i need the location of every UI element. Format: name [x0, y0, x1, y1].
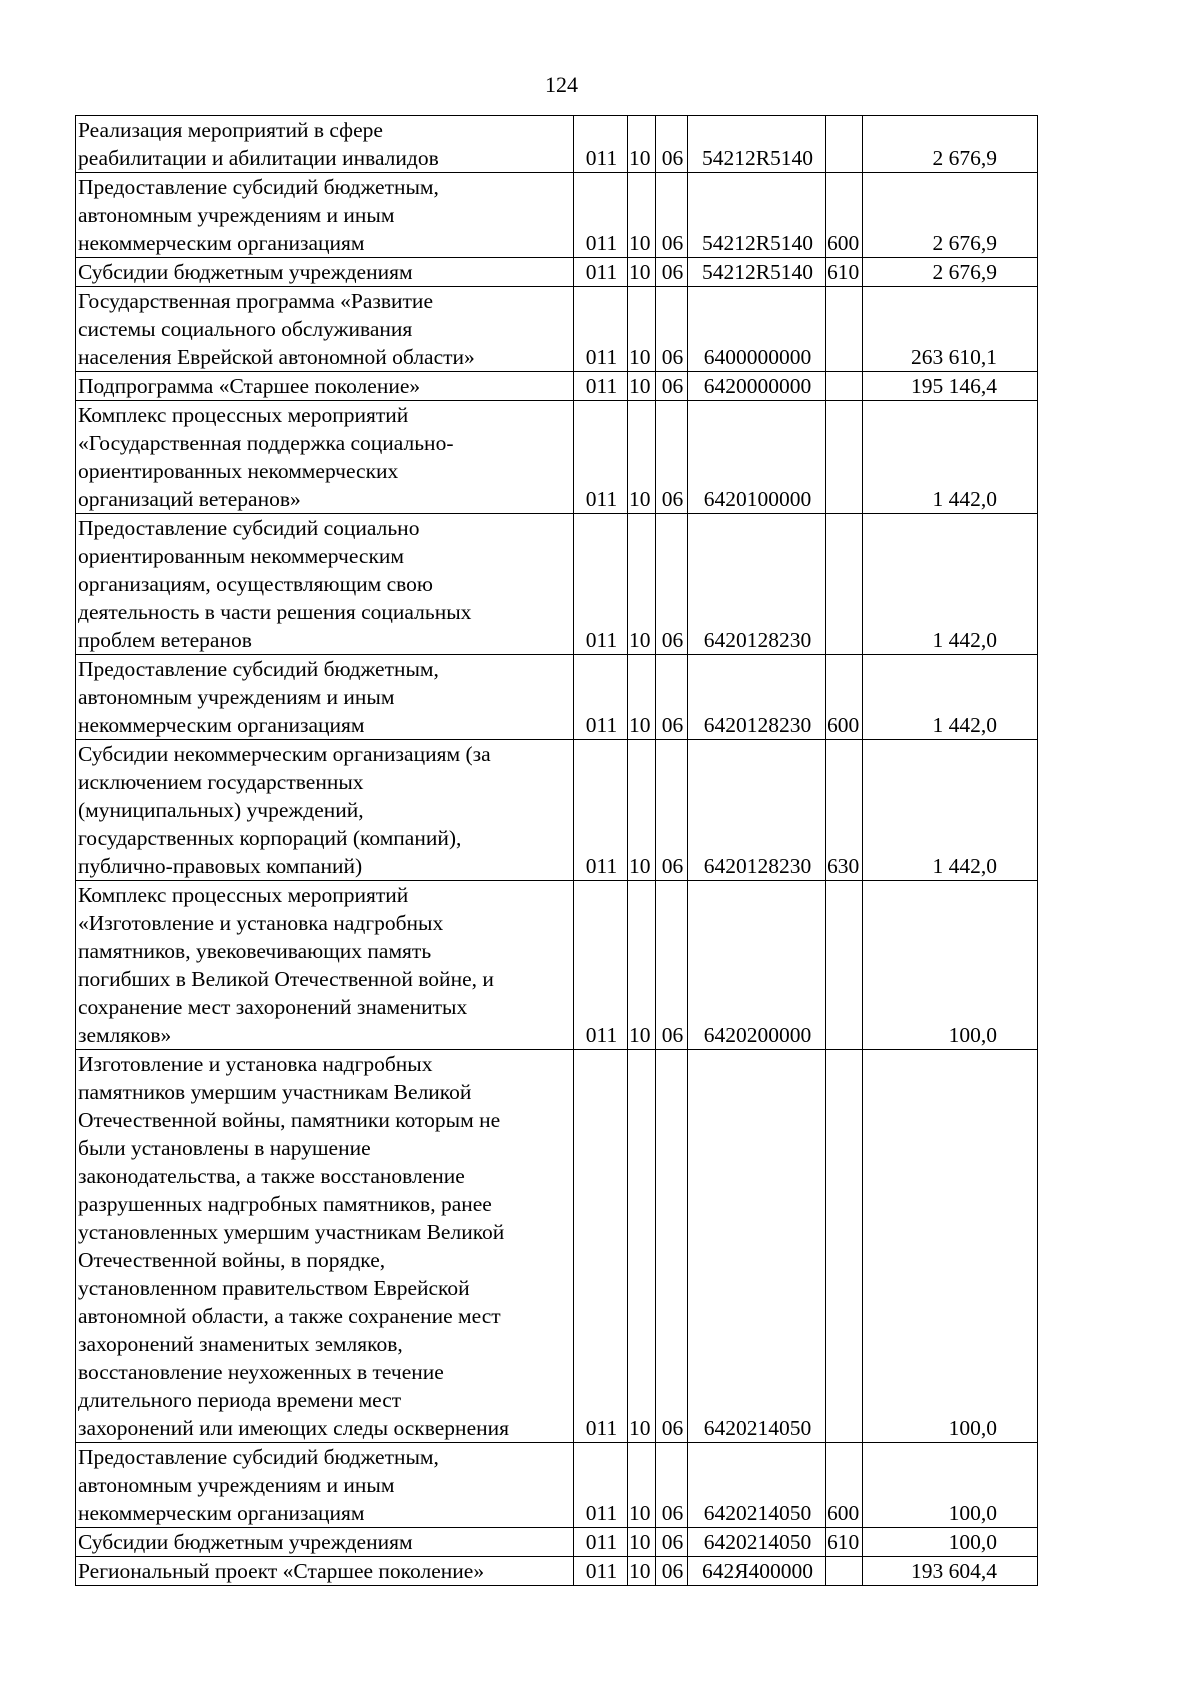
- row-name-cell: Предоставление субсидий бюджетным, автономным учреждениям и иным некоммерческим организациям: [76, 1443, 574, 1528]
- row-name-cell: Комплекс процессных мероприятий «Изготовление и установка надгробных памятников, увековечивающих память погибших в Великой Отечественной войне, и сохранение мест захоронений знаменитых земляков»: [76, 881, 574, 1050]
- row-target-article-cell: 6420128230: [688, 514, 826, 655]
- row-admin-code-cell: 011: [574, 1557, 628, 1586]
- table-row: [76, 1528, 1038, 1557]
- row-expense-type-cell: 600: [826, 1443, 863, 1528]
- row-section-cell: 10: [628, 401, 656, 514]
- table-row: [76, 881, 1038, 1050]
- row-admin-code-cell: 011: [574, 372, 628, 401]
- row-amount-cell: 2 676,9: [863, 258, 1038, 287]
- row-name-cell: Комплекс процессных мероприятий «Государственная поддержка социально- ориентированных некоммерческих организаций ветеранов»: [76, 401, 574, 514]
- row-subsection-cell: 06: [656, 514, 688, 655]
- row-amount-cell: 263 610,1: [863, 287, 1038, 372]
- row-admin-code-cell: 011: [574, 881, 628, 1050]
- budget-table-body: [76, 116, 1038, 1586]
- table-row: [76, 1443, 1038, 1528]
- row-admin-code-cell: 011: [574, 116, 628, 173]
- row-admin-code-cell: 011: [574, 401, 628, 514]
- row-target-article-cell: 6420214050: [688, 1050, 826, 1443]
- row-target-article-cell: 54212R5140: [688, 116, 826, 173]
- row-name-cell: Реализация мероприятий в сфере реабилитации и абилитации инвалидов: [76, 116, 574, 173]
- row-target-article-cell: 6400000000: [688, 287, 826, 372]
- row-amount-cell: 1 442,0: [863, 740, 1038, 881]
- table-row: [76, 401, 1038, 514]
- row-target-article-cell: 6420128230: [688, 655, 826, 740]
- row-name-cell: Предоставление субсидий бюджетным, автономным учреждениям и иным некоммерческим организациям: [76, 655, 574, 740]
- row-expense-type-cell: [826, 881, 863, 1050]
- table-row: [76, 258, 1038, 287]
- row-amount-cell: 100,0: [863, 1443, 1038, 1528]
- row-subsection-cell: 06: [656, 1443, 688, 1528]
- row-expense-type-cell: [826, 372, 863, 401]
- table-row: [76, 287, 1038, 372]
- row-section-cell: 10: [628, 740, 656, 881]
- row-subsection-cell: 06: [656, 372, 688, 401]
- row-expense-type-cell: [826, 401, 863, 514]
- row-name-cell: Региональный проект «Старшее поколение»: [76, 1557, 574, 1586]
- budget-table: [75, 115, 1038, 1586]
- row-section-cell: 10: [628, 372, 656, 401]
- row-expense-type-cell: [826, 514, 863, 655]
- row-admin-code-cell: 011: [574, 1050, 628, 1443]
- row-section-cell: 10: [628, 881, 656, 1050]
- row-subsection-cell: 06: [656, 1528, 688, 1557]
- row-amount-cell: 1 442,0: [863, 514, 1038, 655]
- row-amount-cell: 100,0: [863, 1050, 1038, 1443]
- row-name-cell: Субсидии некоммерческим организациям (за исключением государственных (муниципальных) учреждений, государственных корпораций (компаний), публично-правовых компаний): [76, 740, 574, 881]
- row-admin-code-cell: 011: [574, 287, 628, 372]
- row-section-cell: 10: [628, 1050, 656, 1443]
- row-subsection-cell: 06: [656, 258, 688, 287]
- row-target-article-cell: 6420200000: [688, 881, 826, 1050]
- table-row: [76, 173, 1038, 258]
- row-target-article-cell: 6420214050: [688, 1443, 826, 1528]
- row-section-cell: 10: [628, 655, 656, 740]
- table-row: [76, 514, 1038, 655]
- row-expense-type-cell: [826, 116, 863, 173]
- row-admin-code-cell: 011: [574, 1443, 628, 1528]
- row-subsection-cell: 06: [656, 740, 688, 881]
- row-section-cell: 10: [628, 1528, 656, 1557]
- row-target-article-cell: 6420100000: [688, 401, 826, 514]
- row-expense-type-cell: 600: [826, 655, 863, 740]
- row-expense-type-cell: [826, 1557, 863, 1586]
- row-name-cell: Субсидии бюджетным учреждениям: [76, 1528, 574, 1557]
- row-name-cell: Предоставление субсидий бюджетным, автономным учреждениям и иным некоммерческим организациям: [76, 173, 574, 258]
- table-row: [76, 740, 1038, 881]
- row-subsection-cell: 06: [656, 1557, 688, 1586]
- row-subsection-cell: 06: [656, 173, 688, 258]
- row-subsection-cell: 06: [656, 1050, 688, 1443]
- row-expense-type-cell: [826, 287, 863, 372]
- row-subsection-cell: 06: [656, 881, 688, 1050]
- row-section-cell: 10: [628, 1557, 656, 1586]
- row-subsection-cell: 06: [656, 116, 688, 173]
- row-name-cell: Изготовление и установка надгробных памятников умершим участникам Великой Отечественной войны, памятники которым не были установлены в нарушение законодательства, а также восстановление разрушенных надгробных памятников, ранее установленных умершим участникам Великой Отечественной войны, в порядке, установленном правительством Еврейской автономной области, а также сохранение мест захоронений знаменитых земляков, восстановление неухоженных в течение длительного периода времени мест захоронений или имеющих следы осквернения: [76, 1050, 574, 1443]
- row-name-cell: Субсидии бюджетным учреждениям: [76, 258, 574, 287]
- row-amount-cell: 1 442,0: [863, 655, 1038, 740]
- row-expense-type-cell: 630: [826, 740, 863, 881]
- table-row: [76, 1050, 1038, 1443]
- row-amount-cell: 195 146,4: [863, 372, 1038, 401]
- row-admin-code-cell: 011: [574, 514, 628, 655]
- row-admin-code-cell: 011: [574, 173, 628, 258]
- row-target-article-cell: 642Я400000: [688, 1557, 826, 1586]
- row-amount-cell: 100,0: [863, 1528, 1038, 1557]
- row-name-cell: Подпрограмма «Старшее поколение»: [76, 372, 574, 401]
- row-section-cell: 10: [628, 258, 656, 287]
- table-row: [76, 372, 1038, 401]
- row-amount-cell: 2 676,9: [863, 116, 1038, 173]
- row-admin-code-cell: 011: [574, 1528, 628, 1557]
- row-name-cell: Предоставление субсидий социально ориентированным некоммерческим организациям, осуществляющим свою деятельность в части решения социальных проблем ветеранов: [76, 514, 574, 655]
- row-amount-cell: 100,0: [863, 881, 1038, 1050]
- row-admin-code-cell: 011: [574, 740, 628, 881]
- row-target-article-cell: 54212R5140: [688, 258, 826, 287]
- table-row: [76, 116, 1038, 173]
- row-expense-type-cell: 600: [826, 173, 863, 258]
- row-admin-code-cell: 011: [574, 258, 628, 287]
- row-subsection-cell: 06: [656, 401, 688, 514]
- row-expense-type-cell: 610: [826, 258, 863, 287]
- row-target-article-cell: 6420000000: [688, 372, 826, 401]
- row-section-cell: 10: [628, 1443, 656, 1528]
- row-subsection-cell: 06: [656, 655, 688, 740]
- row-expense-type-cell: [826, 1050, 863, 1443]
- row-section-cell: 10: [628, 287, 656, 372]
- row-subsection-cell: 06: [656, 287, 688, 372]
- row-amount-cell: 193 604,4: [863, 1557, 1038, 1586]
- table-row: [76, 655, 1038, 740]
- row-section-cell: 10: [628, 514, 656, 655]
- row-section-cell: 10: [628, 173, 656, 258]
- row-name-cell: Государственная программа «Развитие системы социального обслуживания населения Еврейской автономной области»: [76, 287, 574, 372]
- page-number: 124: [545, 72, 578, 97]
- row-amount-cell: 1 442,0: [863, 401, 1038, 514]
- table-row: [76, 1557, 1038, 1586]
- row-target-article-cell: 6420214050: [688, 1528, 826, 1557]
- row-section-cell: 10: [628, 116, 656, 173]
- row-amount-cell: 2 676,9: [863, 173, 1038, 258]
- row-admin-code-cell: 011: [574, 655, 628, 740]
- row-expense-type-cell: 610: [826, 1528, 863, 1557]
- row-target-article-cell: 54212R5140: [688, 173, 826, 258]
- row-target-article-cell: 6420128230: [688, 740, 826, 881]
